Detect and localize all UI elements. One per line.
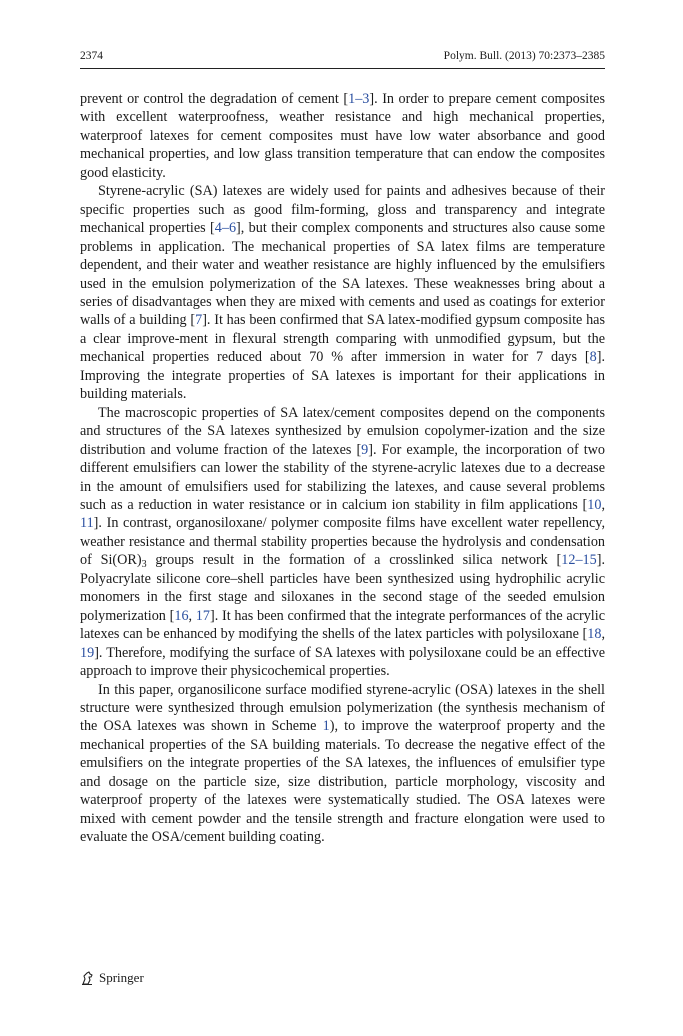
text-run: ,	[601, 626, 605, 643]
text-run: Styrene-acrylic (SA) latexes are widely used for paints and adhesives because of their specific properties such as good film-forming, gloss and transparency and integrate mechanical properties [	[80, 183, 605, 237]
body-paragraph	[80, 182, 605, 403]
text-run: In this paper, organosilicone surface modified styrene-acrylic (OSA) latexes in the shell structure were synthesized through emulsion polymerization (the synthesis mechanism of the OSA latexes was shown in Scheme	[80, 681, 605, 735]
citation-link[interactable]: 16	[174, 607, 189, 624]
citation-link[interactable]: 4–6	[214, 220, 237, 237]
text-run: ]. Therefore, modifying the surface of SA latexes with polysiloxane could be an effective approach to improve their physicochemical properties.	[80, 644, 605, 680]
citation-link[interactable]: 10	[587, 496, 602, 513]
citation-link[interactable]: 1	[322, 718, 330, 735]
citation-link[interactable]: 1–3	[348, 91, 370, 107]
journal-citation: Polym. Bull. (2013) 70:2373–2385	[443, 50, 605, 62]
springer-horse-icon	[80, 970, 96, 986]
text-run: ]. For example, the incorporation of two different emulsifiers can lower the stability of the styrene-acrylic latexes due to a decrease in the amount of emulsifiers used for stabilizing the latexes, and cause several problems such as a reduction in water resistance or in calcium ion stability in film applications [	[80, 441, 605, 513]
text-run: ,	[601, 496, 605, 513]
running-header	[80, 50, 605, 62]
text-run: The macroscopic properties of SA latex/cement composites depend on the components and structures of the SA latexes synthesized by emulsion copolymer-ization and the size distribution and volume fraction of the latexes [	[80, 404, 605, 458]
body-paragraph	[80, 404, 605, 681]
text-run: ]. In order to prepare cement composites with excellent waterproofness, weather resistance and high mechanical properties, waterproof latexes for cement composites must have low water absorbance and good mechanical properties, and low glass transition temperature that can endow the composites good elasticity.	[80, 91, 605, 181]
citation-link[interactable]: 9	[361, 441, 369, 458]
citation-link[interactable]: 18	[587, 626, 602, 643]
citation-link[interactable]: 17	[195, 607, 210, 624]
text-run: groups result in the formation of a crosslinked silica network [	[146, 552, 562, 569]
article-body	[80, 90, 605, 847]
text-run: ]. Polyacrylate silicone core–shell particles have been synthesized using hydrophilic acrylic monomers in the first stage and siloxanes in the second stage of the seeded emulsion polymerization [	[80, 552, 605, 624]
body-paragraph	[80, 681, 605, 847]
body-paragraph	[80, 90, 605, 182]
text-run: ]. In contrast, organosiloxane/ polymer composite films have excellent water repellency, weather resistance and thermal stability properties because the hydrolysis and condensation of Si(OR)	[80, 515, 605, 569]
text-run: ], but their complex components and structures also cause some problems in application. The mechanical properties of SA latex films are temperature dependent, and their water and weather resistance are highly influenced by the emulsifiers used in the emulsion polymerization of the SA latexes. These weaknesses bring about a series of disadvantages when they are mixed with cements and used as coatings for exterior walls of a building [	[80, 220, 606, 329]
citation-link[interactable]: 11	[80, 515, 94, 532]
text-run: ), to improve the waterproof property and the mechanical properties of the SA building materials. To decrease the negative effect of the emulsifiers on the integrate properties of the SA latexes, the influences of emulsifier type and dosage on the particle size, size distribution, particle morphology, viscosity and waterproof property of the latexes were systematically studied. The OSA latexes were mixed with cement powder and the tensile strength and fracture elongation were used to evaluate the OSA/cement building coating.	[80, 718, 605, 846]
publisher-name: Springer	[99, 970, 144, 985]
page-number: 2374	[80, 50, 103, 62]
citation-link[interactable]: 12–15	[561, 552, 597, 569]
text-run: prevent or control the degradation of cement [	[80, 91, 349, 107]
text-run: ,	[188, 607, 196, 624]
text-run: ]. It has been confirmed that the integrate performances of the acrylic latexes can be enhanced by modifying the shells of the latex particles with polysiloxane [	[80, 607, 605, 643]
citation-link[interactable]: 8	[589, 349, 597, 366]
publisher-footer	[80, 970, 144, 986]
citation-link[interactable]: 7	[195, 312, 203, 329]
header-rule	[80, 68, 605, 69]
text-run: ]. Improving the integrate properties of SA latexes is important for their applications in building materials.	[80, 349, 605, 403]
citation-link[interactable]: 19	[80, 644, 95, 661]
text-run: ]. It has been confirmed that SA latex-modified gypsum composite has a clear improve-ment in flexural strength comparing with unmodified gypsum, but the mechanical properties reduced about 70 % after immersion in water for 7 days [	[80, 312, 605, 366]
subscript: 3	[141, 559, 147, 571]
